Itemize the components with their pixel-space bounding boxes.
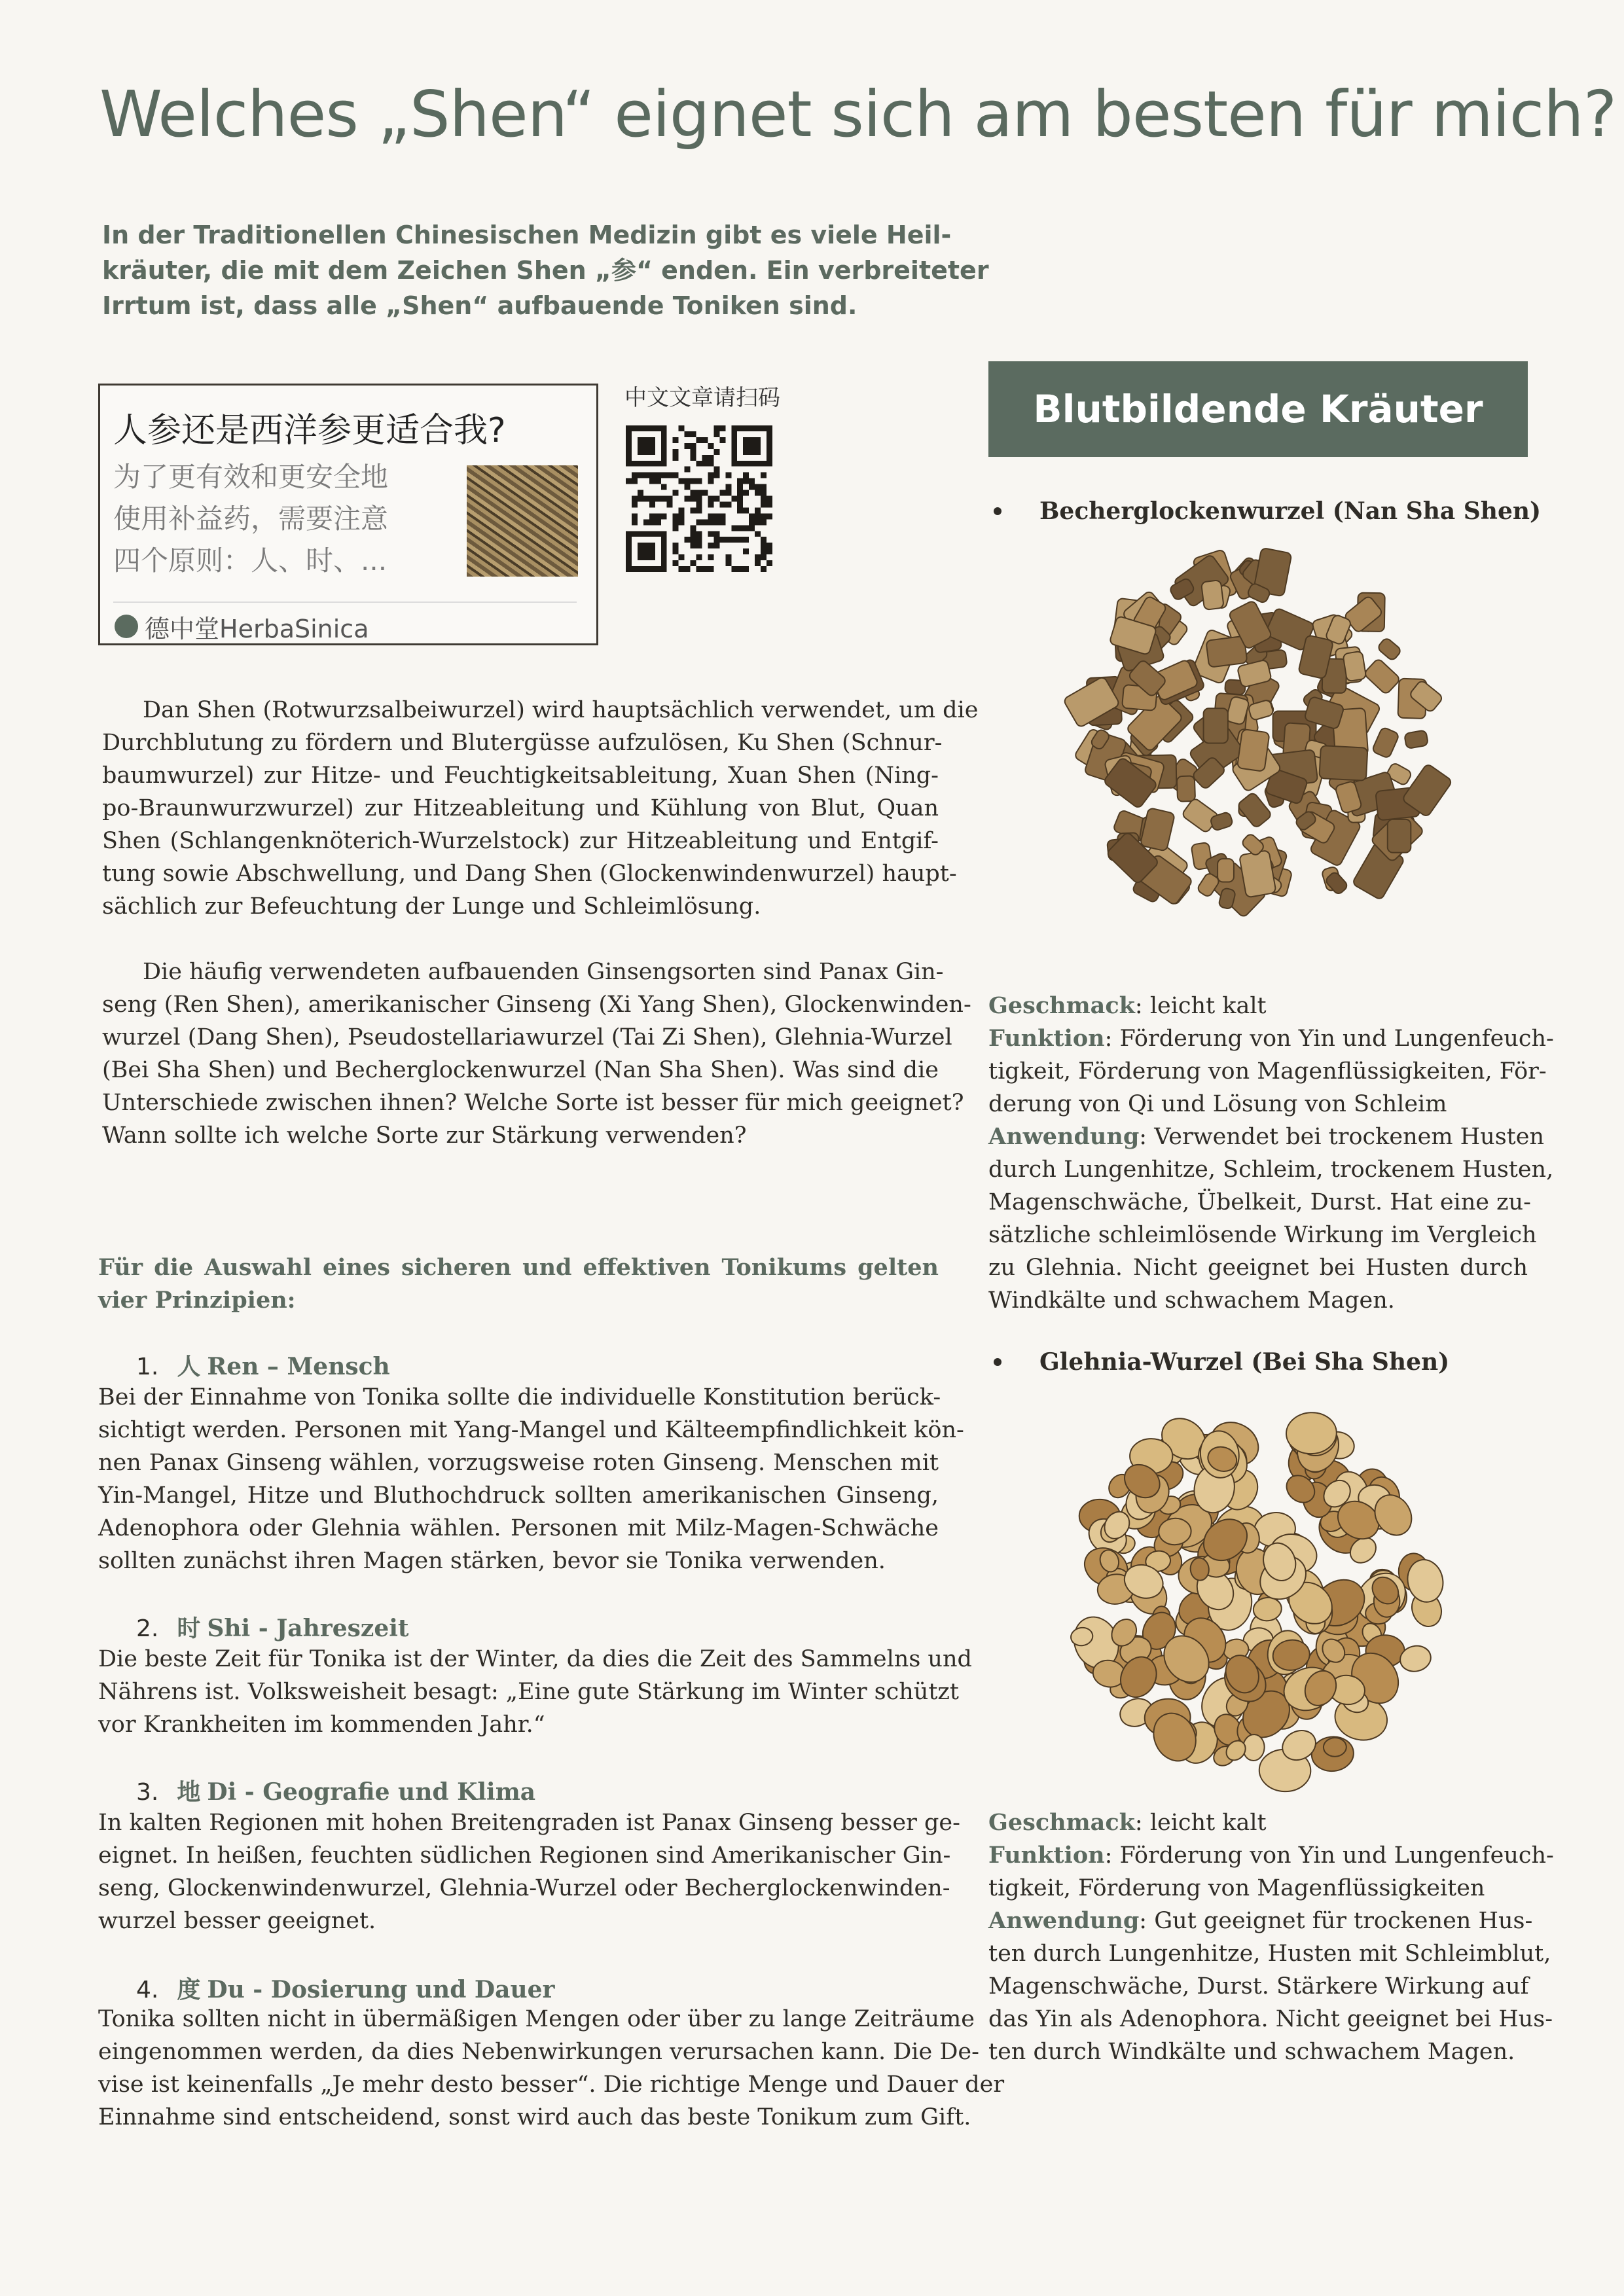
principle-1-text xyxy=(98,1381,964,1577)
page-title: Welches „Shen“ eignet sich am besten für mich? xyxy=(99,77,1617,151)
text-line: Die beste Zeit für Tonika ist der Winter, da dies die Zeit des Sammelns und xyxy=(98,1646,972,1672)
description-line xyxy=(988,1121,1544,1153)
description-text: tigkeit, Förderung von Magenflüssigkeiten xyxy=(988,1875,1485,1901)
text-line: Einnahme sind entscheidend, sonst wird auch das beste Tonikum zum Gift. xyxy=(98,2104,971,2130)
description-text: tigkeit, Förderung von Magenflüssigkeiten, För- xyxy=(988,1058,1547,1085)
text-line: Durchblutung zu fördern und Blutergüsse aufzulösen, Ku Shen (Schnur- xyxy=(102,730,943,756)
card-thumbnail-image xyxy=(467,465,578,577)
description-label: Anwendung xyxy=(988,1907,1140,1934)
principle-4-heading: 4. 度 Du - Dosierung und Dauer xyxy=(136,1976,555,2003)
herb-2-description xyxy=(988,1806,1554,2068)
card-title: 人参还是西洋参更适合我? xyxy=(113,411,506,450)
description-label: Geschmack xyxy=(988,1809,1135,1836)
card-excerpt: 为了更有效和更安全地 使用补益药，需要注意 四个原则：人、时、... xyxy=(113,461,389,577)
text-line: Die häufig verwendeten aufbauenden Ginsengsorten sind Panax Gin- xyxy=(143,959,944,985)
description-line xyxy=(988,1088,1528,1121)
qr-code-icon[interactable] xyxy=(626,425,772,572)
text-line: Unterschiede zwischen ihnen? Welche Sorte ist besser für mich geeignet? xyxy=(102,1090,964,1116)
text-line: wurzel besser geeignet. xyxy=(98,1908,376,1934)
description-line xyxy=(988,1055,1547,1088)
text-line: wurzel (Dang Shen), Pseudostellariawurzel (Tai Zi Shen), Glehnia-Wurzel xyxy=(102,1024,952,1050)
description-text: : leicht kalt xyxy=(1134,993,1267,1019)
description-label: Funktion xyxy=(988,1842,1105,1869)
becherglockenwurzel-image xyxy=(1041,535,1473,954)
description-text: Magenschwäche, Durst. Stärkere Wirkung auf xyxy=(988,1973,1529,2000)
description-line xyxy=(988,1905,1533,1937)
description-text: ten durch Windkälte und schwachem Magen. xyxy=(988,2039,1515,2065)
text-line: seng, Glockenwindenwurzel, Glehnia-Wurzel oder Becherglockenwinden- xyxy=(98,1875,950,1901)
bullet-icon xyxy=(994,1358,1001,1366)
description-text: zu Glehnia. Nicht geeignet bei Husten durch xyxy=(988,1255,1528,1281)
text-line: po-Braunwurzwurzel) zur Hitzeableitung und Kühlung von Blut, Quan xyxy=(102,795,939,821)
text-line: nen Panax Ginseng wählen, vorzugsweise roten Ginseng. Menschen mit xyxy=(98,1450,939,1476)
description-text: : Gut geeignet für trockenen Hus- xyxy=(1139,1908,1533,1934)
principle-1-heading: 1. 人 Ren – Mensch xyxy=(136,1353,390,1380)
description-label: Anwendung xyxy=(988,1123,1140,1150)
description-text: : Förderung von Yin und Lungenfeuch- xyxy=(1104,1026,1554,1052)
text-line: tung sowie Abschwellung, und Dang Shen (Glockenwindenwurzel) haupt- xyxy=(102,861,957,887)
herb-1-description xyxy=(988,990,1554,1317)
bullet-icon xyxy=(994,507,1001,515)
description-line xyxy=(988,1970,1528,2003)
description-line xyxy=(988,1284,1528,1317)
text-line: eignet. In heißen, feuchten südlichen Regionen sind Amerikanischer Gin- xyxy=(98,1842,951,1869)
description-label: Geschmack xyxy=(988,992,1135,1019)
principle-3-text xyxy=(98,1806,960,1937)
text-line: In kalten Regionen mit hohen Breitengraden ist Panax Ginseng besser ge- xyxy=(98,1810,960,1836)
text-line: sächlich zur Befeuchtung der Lunge und Schleimlösung. xyxy=(102,893,761,920)
description-line xyxy=(988,1022,1554,1055)
glehnia-wurzel-image xyxy=(1041,1386,1466,1812)
description-line xyxy=(988,1153,1554,1186)
description-line xyxy=(988,2003,1553,2036)
principle-4-text xyxy=(98,2003,1005,2134)
qr-caption: 中文文章请扫码 xyxy=(624,385,780,411)
card-source: 德中堂HerbaSinica xyxy=(115,608,369,645)
text-line: Wann sollte ich welche Sorte zur Stärkung verwenden? xyxy=(102,1122,747,1149)
text-line: Shen (Schlangenknöterich-Wurzelstock) zur Hitzeableitung und Entgif- xyxy=(102,828,939,854)
principle-2-heading: 2. 时 Shi - Jahreszeit xyxy=(136,1615,409,1642)
herb-2-name: Glehnia-Wurzel (Bei Sha Shen) xyxy=(988,1348,1449,1376)
description-line xyxy=(988,1872,1528,1905)
text-line: vor Krankheiten im kommenden Jahr.“ xyxy=(98,1712,545,1738)
sidebar-heading: Blutbildende Kräuter xyxy=(1033,387,1483,431)
description-line xyxy=(988,1186,1531,1219)
text-line: Nährens ist. Volksweisheit besagt: „Eine gute Stärkung im Winter schützt xyxy=(98,1679,959,1705)
description-text: : Förderung von Yin und Lungenfeuch- xyxy=(1104,1842,1554,1869)
text-line: seng (Ren Shen), amerikanischer Ginseng (Xi Yang Shen), Glockenwinden- xyxy=(102,992,971,1018)
principles-heading: Für die Auswahl eines sicheren und effektiven Tonikums gelten vier Prinzipien: xyxy=(98,1254,939,1314)
principle-2-text xyxy=(98,1643,972,1741)
herb-1-name: Becherglockenwurzel (Nan Sha Shen) xyxy=(988,497,1541,525)
intro-text: In der Traditionellen Chinesischen Medizin gibt es viele Heil- kräuter, die mit dem Zeichen Shen „参“ enden. Ein verbreiteter Irrtum ist, dass alle „Shen“ aufbauende Toniken sind. xyxy=(102,221,989,320)
description-text: das Yin als Adenophora. Nicht geeignet bei Hus- xyxy=(988,2006,1553,2032)
description-line xyxy=(988,1937,1551,1970)
description-text: : Verwendet bei trockenem Husten xyxy=(1139,1124,1544,1150)
wechat-article-card[interactable] xyxy=(98,384,598,645)
text-line: Tonika sollten nicht in übermäßigen Mengen oder über zu lange Zeiträume xyxy=(98,2006,975,2032)
description-text: Windkälte und schwachem Magen. xyxy=(988,1287,1395,1314)
description-line xyxy=(988,2036,1528,2068)
description-line xyxy=(988,990,1528,1022)
description-text: : leicht kalt xyxy=(1134,1810,1267,1836)
description-text: derung von Qi und Lösung von Schleim xyxy=(988,1091,1447,1117)
principle-3-heading: 3. 地 Di - Geografie und Klima xyxy=(136,1778,536,1806)
text-line: Yin-Mangel, Hitze und Bluthochdruck sollten amerikanischen Ginseng, xyxy=(98,1482,939,1509)
description-text: Magenschwäche, Übelkeit, Durst. Hat eine zu- xyxy=(988,1189,1531,1215)
text-line: Adenophora oder Glehnia wählen. Personen mit Milz-Magen-Schwäche xyxy=(98,1515,939,1541)
text-line: Dan Shen (Rotwurzsalbeiwurzel) wird hauptsächlich verwendet, um die xyxy=(143,697,979,723)
text-line: eingenommen werden, da dies Nebenwirkungen verursachen kann. Die De- xyxy=(98,2039,979,2065)
herbasinica-logo-icon xyxy=(115,615,138,638)
description-text: ten durch Lungenhitze, Husten mit Schleimblut, xyxy=(988,1941,1551,1967)
text-line: baumwurzel) zur Hitze- und Feuchtigkeitsableitung, Xuan Shen (Ning- xyxy=(102,762,939,789)
paragraph-dan-shen xyxy=(102,694,979,923)
text-line: sichtigt werden. Personen mit Yang-Mangel und Kälteempfindlichkeit kön- xyxy=(98,1417,964,1443)
description-line xyxy=(988,1839,1554,1872)
description-text: sätzliche schleimlösende Wirkung im Vergleich xyxy=(988,1222,1537,1248)
card-divider xyxy=(113,601,577,603)
description-line xyxy=(988,1219,1537,1251)
description-line xyxy=(988,1251,1528,1284)
text-line: sollten zunächst ihren Magen stärken, bevor sie Tonika verwenden. xyxy=(98,1548,886,1574)
description-text: durch Lungenhitze, Schleim, trockenem Husten, xyxy=(988,1157,1554,1183)
text-line: Bei der Einnahme von Tonika sollte die individuelle Konstitution berück- xyxy=(98,1384,941,1410)
description-label: Funktion xyxy=(988,1025,1105,1052)
text-line: vise ist keinenfalls „Je mehr desto besser“. Die richtige Menge und Dauer der xyxy=(98,2072,1005,2098)
text-line: (Bei Sha Shen) und Becherglockenwurzel (Nan Sha Shen). Was sind die xyxy=(102,1057,939,1083)
description-line xyxy=(988,1806,1528,1839)
paragraph-ginseng-types xyxy=(102,956,971,1152)
sidebar-banner xyxy=(988,361,1528,457)
